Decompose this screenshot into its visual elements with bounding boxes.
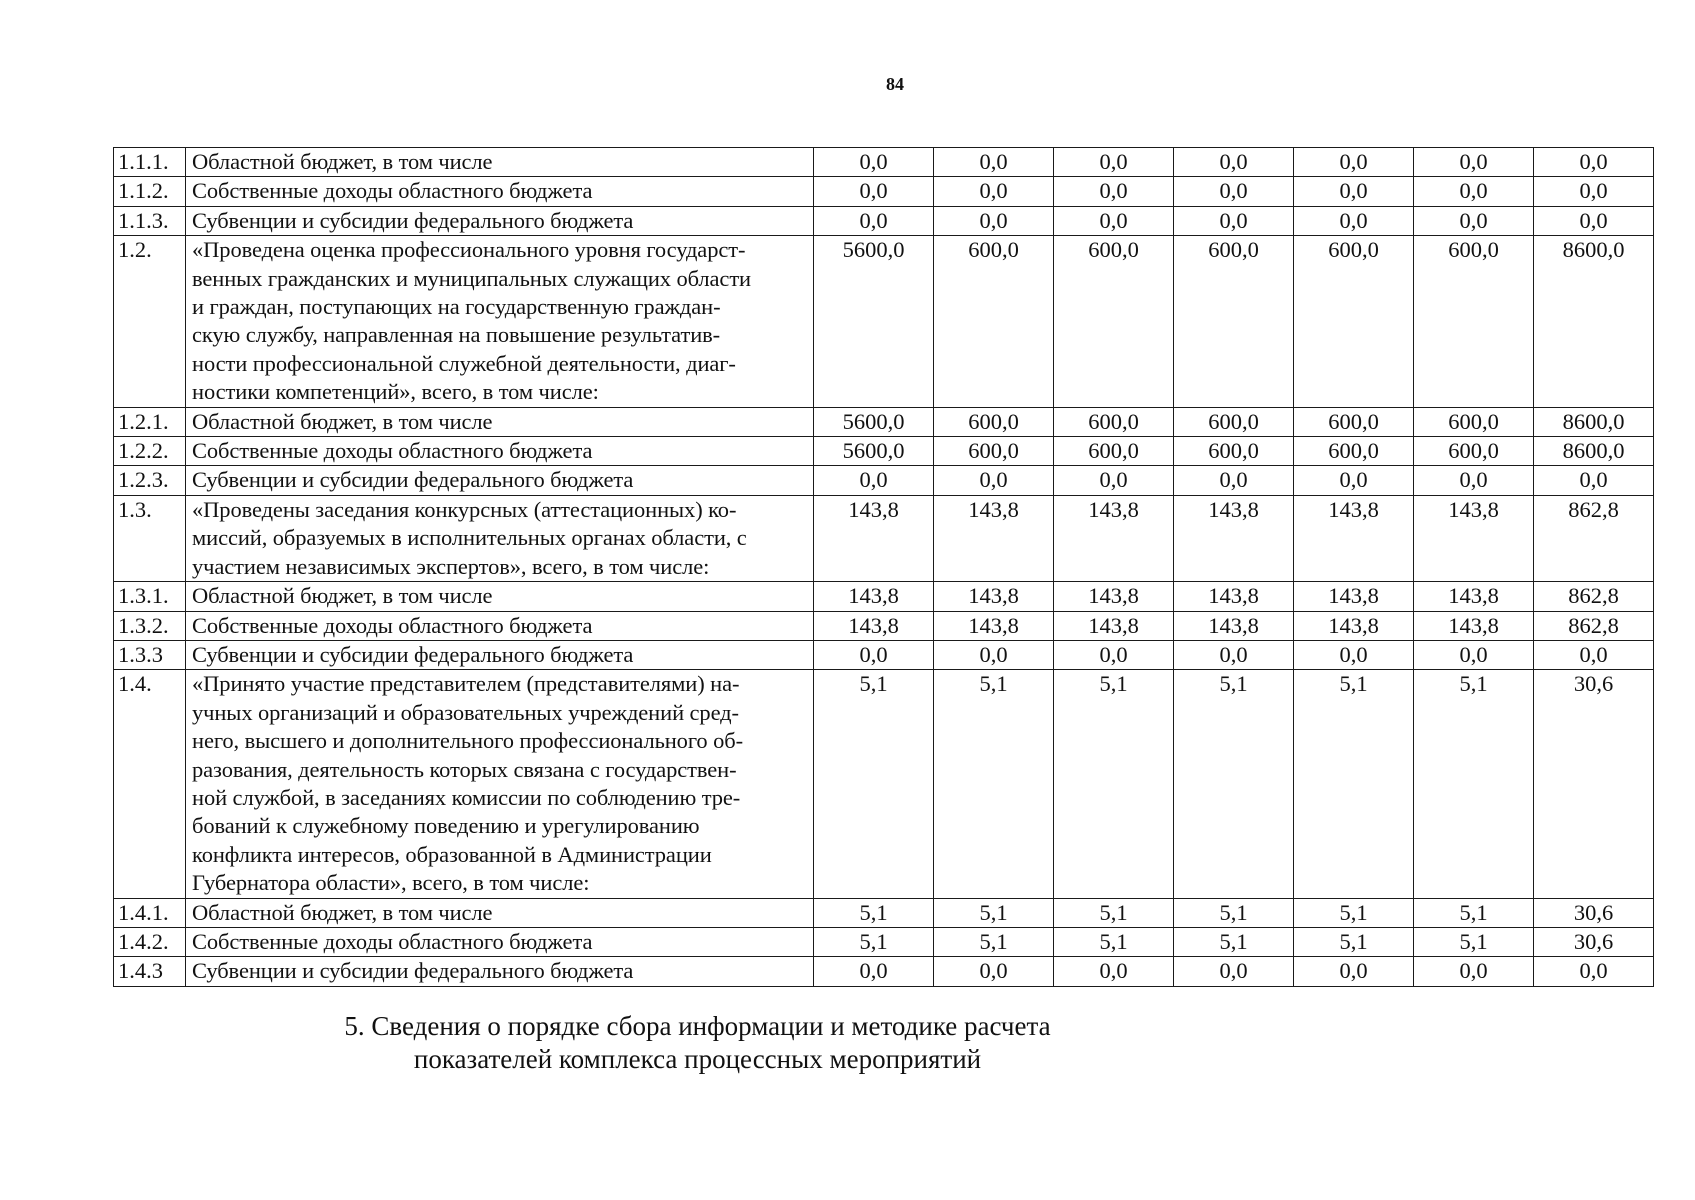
table-row (114, 611, 1654, 640)
description-line: миссий, образуемых в исполнительных органах области, с (192, 525, 747, 551)
value-cell: 5,1 (1414, 927, 1534, 956)
table-row (114, 957, 1654, 986)
value-cell: 600,0 (1414, 437, 1534, 466)
value-cell: 0,0 (934, 957, 1054, 986)
value-cell: 143,8 (814, 611, 934, 640)
value-cell: 0,0 (1414, 177, 1534, 206)
value-cell: 143,8 (814, 582, 934, 611)
row-description-cell (186, 466, 814, 495)
value-cell: 0,0 (1294, 466, 1414, 495)
value-cell: 143,8 (1054, 582, 1174, 611)
description-line: ной службой, в заседаниях комиссии по соблюдению тре- (192, 784, 741, 810)
value-cell: 0,0 (1054, 640, 1174, 669)
value-cell: 30,6 (1534, 670, 1654, 898)
table-row (114, 670, 1654, 898)
description-line: «Проведены заседания конкурсных (аттестационных) ко- (192, 496, 737, 522)
row-number-cell: 1.3.2. (114, 611, 186, 640)
value-cell: 5600,0 (814, 236, 934, 407)
row-number-cell: 1.4.1. (114, 898, 186, 927)
description-line: Областной бюджет, в том числе (192, 149, 493, 174)
table-row (114, 466, 1654, 495)
description-line: и граждан, поступающих на государственную граждан- (192, 294, 721, 320)
value-cell: 143,8 (934, 611, 1054, 640)
value-cell: 5600,0 (814, 437, 934, 466)
description-line: Областной бюджет, в том числе (192, 408, 493, 434)
row-number-cell: 1.1.1. (114, 148, 186, 177)
value-cell: 8600,0 (1534, 407, 1654, 436)
value-cell: 0,0 (1294, 206, 1414, 235)
row-description-cell (186, 611, 814, 640)
value-cell: 862,8 (1534, 611, 1654, 640)
value-cell: 0,0 (814, 177, 934, 206)
value-cell: 143,8 (1294, 611, 1414, 640)
row-number-cell: 1.4.3 (114, 957, 186, 986)
value-cell: 0,0 (1534, 206, 1654, 235)
value-cell: 5,1 (1054, 898, 1174, 927)
table-row (114, 582, 1654, 611)
value-cell: 0,0 (1174, 206, 1294, 235)
description-line: учных организаций и образовательных учреждений сред- (192, 699, 739, 725)
value-cell: 0,0 (934, 206, 1054, 235)
value-cell: 0,0 (1054, 466, 1174, 495)
value-cell: 143,8 (1054, 611, 1174, 640)
value-cell: 0,0 (814, 466, 934, 495)
value-cell: 5,1 (1414, 670, 1534, 898)
value-cell: 143,8 (1174, 611, 1294, 640)
description-line: Субвенции и субсидии федерального бюджета (192, 641, 634, 667)
row-number-cell: 1.1.3. (114, 206, 186, 235)
value-cell: 0,0 (1414, 466, 1534, 495)
table-row (114, 495, 1654, 581)
value-cell: 0,0 (1294, 957, 1414, 986)
description-line: разования, деятельность которых связана с государствен- (192, 756, 737, 782)
value-cell: 143,8 (1174, 582, 1294, 611)
table-row (114, 407, 1654, 436)
value-cell: 600,0 (1414, 236, 1534, 407)
row-number-cell: 1.3. (114, 495, 186, 581)
value-cell: 5,1 (1174, 670, 1294, 898)
value-cell: 5,1 (1054, 927, 1174, 956)
row-description-cell (186, 670, 814, 898)
description-line: участием независимых экспертов», всего, в том числе: (192, 553, 710, 579)
row-number-cell: 1.2.2. (114, 437, 186, 466)
value-cell: 600,0 (1174, 236, 1294, 407)
row-description-cell (186, 582, 814, 611)
value-cell: 600,0 (1294, 236, 1414, 407)
row-description-cell (186, 206, 814, 235)
value-cell: 600,0 (1294, 407, 1414, 436)
table-row (114, 898, 1654, 927)
row-number-cell: 1.2.1. (114, 407, 186, 436)
value-cell: 0,0 (1534, 177, 1654, 206)
value-cell: 600,0 (1294, 437, 1414, 466)
value-cell: 0,0 (1054, 206, 1174, 235)
row-description-cell (186, 640, 814, 669)
value-cell: 600,0 (1174, 437, 1294, 466)
value-cell: 143,8 (934, 582, 1054, 611)
row-description-cell (186, 148, 814, 177)
description-line: «Проведена оценка профессионального уровня государст- (192, 237, 746, 263)
value-cell: 5,1 (1294, 670, 1414, 898)
value-cell: 0,0 (1174, 957, 1294, 986)
row-number-cell: 1.1.2. (114, 177, 186, 206)
value-cell: 0,0 (1534, 640, 1654, 669)
value-cell: 600,0 (1054, 236, 1174, 407)
value-cell: 600,0 (1174, 407, 1294, 436)
description-line: бований к служебному поведению и урегулированию (192, 813, 700, 839)
value-cell: 0,0 (1174, 148, 1294, 177)
row-number-cell: 1.3.1. (114, 582, 186, 611)
value-cell: 0,0 (1054, 148, 1174, 177)
table-row (114, 236, 1654, 407)
value-cell: 0,0 (814, 148, 934, 177)
description-line: Собственные доходы областного бюджета (192, 438, 593, 464)
value-cell: 0,0 (1054, 177, 1174, 206)
value-cell: 0,0 (814, 206, 934, 235)
value-cell: 0,0 (1174, 640, 1294, 669)
value-cell: 5,1 (1174, 927, 1294, 956)
value-cell: 143,8 (1414, 495, 1534, 581)
table-row (114, 177, 1654, 206)
value-cell: 0,0 (1414, 206, 1534, 235)
value-cell: 0,0 (1534, 957, 1654, 986)
value-cell: 0,0 (1054, 957, 1174, 986)
value-cell: 5,1 (1414, 898, 1534, 927)
value-cell: 5,1 (814, 898, 934, 927)
row-description-cell (186, 898, 814, 927)
value-cell: 0,0 (1294, 640, 1414, 669)
budget-table (113, 147, 1654, 987)
value-cell: 0,0 (934, 466, 1054, 495)
section-heading-line-2: показателей комплекса процессных мероприятий (413, 1044, 982, 1074)
description-line: Собственные доходы областного бюджета (192, 612, 593, 638)
value-cell: 600,0 (934, 407, 1054, 436)
row-description-cell (186, 407, 814, 436)
section-heading-line-1: 5. Сведения о порядке сбора информации и методике расчета (344, 1011, 1051, 1041)
value-cell: 5,1 (934, 670, 1054, 898)
value-cell: 143,8 (1174, 495, 1294, 581)
page-number: 84 (886, 74, 904, 94)
value-cell: 0,0 (1534, 148, 1654, 177)
value-cell: 8600,0 (1534, 236, 1654, 407)
value-cell: 0,0 (1414, 640, 1534, 669)
value-cell: 143,8 (1054, 495, 1174, 581)
value-cell: 0,0 (814, 640, 934, 669)
value-cell: 143,8 (1294, 582, 1414, 611)
value-cell: 0,0 (1174, 466, 1294, 495)
row-number-cell: 1.2. (114, 236, 186, 407)
budget-table-body (114, 148, 1654, 987)
value-cell: 0,0 (1534, 466, 1654, 495)
value-cell: 8600,0 (1534, 437, 1654, 466)
value-cell: 30,6 (1534, 898, 1654, 927)
description-line: него, высшего и дополнительного профессионального об- (192, 728, 743, 754)
value-cell: 0,0 (1294, 148, 1414, 177)
value-cell: 0,0 (934, 177, 1054, 206)
value-cell: 143,8 (1414, 582, 1534, 611)
description-line: Губернатора области», всего, в том числе: (192, 870, 590, 896)
value-cell: 862,8 (1534, 495, 1654, 581)
description-line: Субвенции и субсидии федерального бюджета (192, 958, 634, 984)
table-row (114, 437, 1654, 466)
value-cell: 5,1 (1174, 898, 1294, 927)
value-cell: 0,0 (1294, 177, 1414, 206)
value-cell: 5,1 (1054, 670, 1174, 898)
row-description-cell (186, 957, 814, 986)
value-cell: 0,0 (934, 640, 1054, 669)
description-line: Субвенции и субсидии федерального бюджета (192, 467, 634, 493)
table-row (114, 927, 1654, 956)
value-cell: 5,1 (814, 927, 934, 956)
value-cell: 600,0 (934, 437, 1054, 466)
description-line: Собственные доходы областного бюджета (192, 178, 593, 204)
value-cell: 5600,0 (814, 407, 934, 436)
value-cell: 5,1 (934, 927, 1054, 956)
row-description-cell (186, 236, 814, 407)
table-row (114, 640, 1654, 669)
value-cell: 600,0 (1414, 407, 1534, 436)
row-number-cell: 1.3.3 (114, 640, 186, 669)
description-line: «Принято участие представителем (представителями) на- (192, 671, 740, 697)
value-cell: 143,8 (814, 495, 934, 581)
value-cell: 5,1 (814, 670, 934, 898)
row-number-cell: 1.4.2. (114, 927, 186, 956)
value-cell: 600,0 (934, 236, 1054, 407)
value-cell: 30,6 (1534, 927, 1654, 956)
value-cell: 600,0 (1054, 407, 1174, 436)
row-number-cell: 1.4. (114, 670, 186, 898)
table-row (114, 206, 1654, 235)
value-cell: 143,8 (1294, 495, 1414, 581)
value-cell: 0,0 (1414, 148, 1534, 177)
value-cell: 0,0 (934, 148, 1054, 177)
description-line: ности профессиональной служебной деятельности, диаг- (192, 350, 736, 376)
description-line: Собственные доходы областного бюджета (192, 928, 593, 954)
description-line: Областной бюджет, в том числе (192, 899, 493, 925)
description-line: Субвенции и субсидии федерального бюджета (192, 207, 634, 233)
value-cell: 5,1 (934, 898, 1054, 927)
value-cell: 0,0 (1174, 177, 1294, 206)
row-description-cell (186, 927, 814, 956)
value-cell: 862,8 (1534, 582, 1654, 611)
value-cell: 143,8 (934, 495, 1054, 581)
row-description-cell (186, 437, 814, 466)
description-line: Областной бюджет, в том числе (192, 583, 493, 609)
description-line: конфликта интересов, образованной в Администрации (192, 841, 712, 867)
row-number-cell: 1.2.3. (114, 466, 186, 495)
section-heading (0, 1010, 1395, 1076)
table-row (114, 148, 1654, 177)
description-line: венных гражданских и муниципальных служащих области (192, 265, 751, 291)
value-cell: 600,0 (1054, 437, 1174, 466)
value-cell: 0,0 (814, 957, 934, 986)
value-cell: 5,1 (1294, 927, 1414, 956)
description-line: скую службу, направленная на повышение результатив- (192, 322, 721, 348)
row-description-cell (186, 495, 814, 581)
row-description-cell (186, 177, 814, 206)
value-cell: 5,1 (1294, 898, 1414, 927)
value-cell: 143,8 (1414, 611, 1534, 640)
value-cell: 0,0 (1414, 957, 1534, 986)
description-line: ностики компетенций», всего, в том числе: (192, 379, 599, 405)
